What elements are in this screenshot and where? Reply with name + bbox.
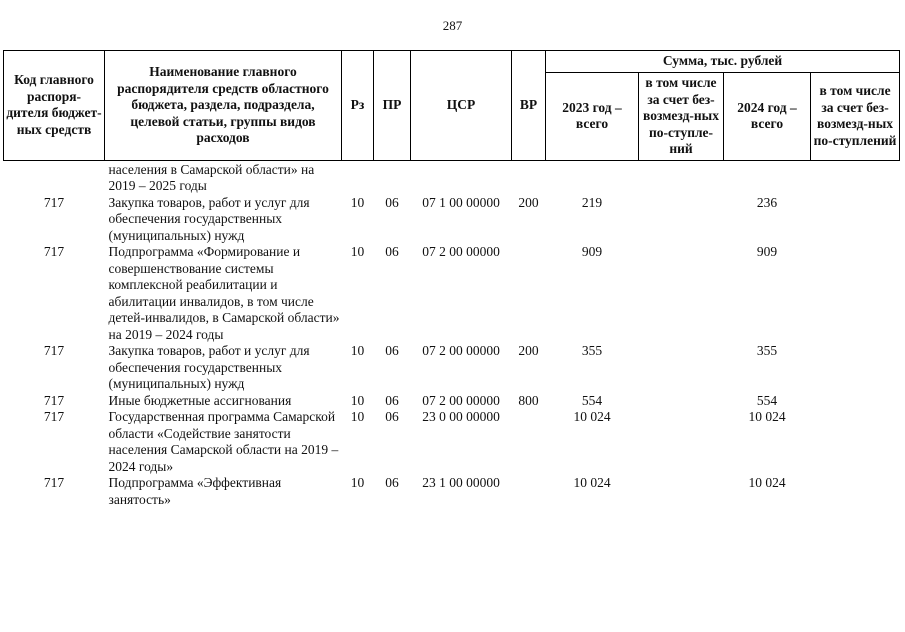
cell-csr: 07 2 00 00000 xyxy=(422,244,500,259)
cell-csr: 23 1 00 00000 xyxy=(422,475,500,490)
cell-rz: 10 xyxy=(350,409,365,424)
header-pr: ПР xyxy=(374,51,411,161)
cell-sum-2024-free xyxy=(811,475,900,508)
cell-name: Государственная программа Самарской области «Содействие занятости населения Самарской области на 2019 – 2024 годы» xyxy=(108,409,339,474)
cell-pr: 06 xyxy=(385,194,399,210)
table-body xyxy=(4,160,900,508)
budget-table xyxy=(3,50,900,508)
cell-name: Иные бюджетные ассигнования xyxy=(108,392,292,408)
cell-sum-2024: 355 xyxy=(756,343,778,358)
cell-pr: 06 xyxy=(385,392,399,408)
cell-sum-2023-free xyxy=(639,160,724,195)
header-name: Наименование главного распорядителя средств областного бюджета, раздела, подраздела, целевой статьи, группы видов расходов xyxy=(105,51,342,161)
header-2023-free: в том числе за счет без-возмезд-ных по-ступле-ний xyxy=(639,73,724,161)
cell-pr: 06 xyxy=(385,244,399,259)
cell-sum-2023: 219 xyxy=(581,194,603,210)
cell-sum-2023: 909 xyxy=(581,244,603,259)
cell-code: 717 xyxy=(43,244,65,259)
header-2024-total: 2024 год – всего xyxy=(724,73,811,161)
cell-sum-2024-free xyxy=(811,195,900,245)
header-2024-free: в том числе за счет без-возмезд-ных по-ступлений xyxy=(811,73,900,161)
cell-sum-2024-free xyxy=(811,160,900,195)
cell-sum-2024-free xyxy=(811,393,900,410)
cell-vr xyxy=(512,475,546,508)
cell-code xyxy=(4,160,105,195)
cell-sum-2023-free xyxy=(639,475,724,508)
cell-sum-2023-free xyxy=(639,195,724,245)
cell-csr: 07 2 00 00000 xyxy=(422,343,500,358)
page-number: 287 xyxy=(442,18,463,33)
table-row xyxy=(4,409,900,475)
cell-sum-2023-free xyxy=(639,409,724,475)
cell-rz xyxy=(342,160,374,195)
table-row xyxy=(4,475,900,508)
cell-sum-2024: 236 xyxy=(756,194,778,210)
cell-code: 717 xyxy=(43,392,65,408)
cell-pr xyxy=(374,160,411,195)
cell-csr xyxy=(411,160,512,195)
table-row xyxy=(4,343,900,393)
cell-vr xyxy=(512,409,546,475)
header-code: Код главного распоря-дителя бюджет-ных средств xyxy=(4,51,105,161)
table-row xyxy=(4,393,900,410)
cell-sum-2023 xyxy=(546,160,639,195)
cell-vr: 200 xyxy=(518,194,539,210)
cell-sum-2024: 909 xyxy=(756,244,778,259)
cell-sum-2024: 10 024 xyxy=(748,409,786,424)
cell-rz: 10 xyxy=(350,392,365,408)
cell-vr: 200 xyxy=(518,343,539,358)
header-csr: ЦСР xyxy=(411,51,512,161)
table-row xyxy=(4,244,900,343)
cell-sum-2024-free xyxy=(811,409,900,475)
table-row xyxy=(4,195,900,245)
cell-sum-2023-free xyxy=(639,343,724,393)
cell-sum-2023: 10 024 xyxy=(573,475,611,490)
cell-rz: 10 xyxy=(350,343,365,358)
cell-sum-2024: 554 xyxy=(756,392,778,408)
cell-code: 717 xyxy=(43,409,65,424)
cell-rz: 10 xyxy=(350,194,365,210)
cell-sum-2023: 10 024 xyxy=(573,409,611,424)
cell-sum-2024-free xyxy=(811,343,900,393)
table-header xyxy=(4,51,900,161)
cell-name: Закупка товаров, работ и услуг для обеспечения государственных (муниципальных) нужд xyxy=(108,343,310,391)
cell-sum-2023: 355 xyxy=(581,343,603,358)
cell-name: населения в Самарской области» на 2019 – 2025 годы xyxy=(108,161,315,193)
header-2023-total: 2023 год – всего xyxy=(546,73,639,161)
cell-code: 717 xyxy=(43,194,65,210)
cell-sum-2024: 10 024 xyxy=(748,475,786,490)
cell-pr: 06 xyxy=(385,409,399,424)
cell-csr: 07 2 00 00000 xyxy=(422,392,500,408)
cell-rz: 10 xyxy=(350,244,365,259)
cell-csr: 07 1 00 00000 xyxy=(422,194,500,210)
cell-pr: 06 xyxy=(385,343,399,358)
cell-csr: 23 0 00 00000 xyxy=(422,409,500,424)
cell-vr xyxy=(512,160,546,195)
cell-sum-2024-free xyxy=(811,244,900,343)
cell-sum-2023: 554 xyxy=(581,392,603,408)
cell-name: Подпрограмма «Эффективная занятость» xyxy=(108,475,282,507)
cell-code: 717 xyxy=(43,475,65,490)
table-row xyxy=(4,160,900,195)
header-sum: Сумма, тыс. рублей xyxy=(546,51,900,73)
cell-sum-2024 xyxy=(724,160,811,195)
cell-sum-2023-free xyxy=(639,244,724,343)
cell-code: 717 xyxy=(43,343,65,358)
cell-vr xyxy=(512,244,546,343)
cell-sum-2023-free xyxy=(639,393,724,410)
cell-name: Подпрограмма «Формирование и совершенствование системы комплексной реабилитации и абилитации инвалидов, в том числе детей-инвалидов, в Самарской области» на 2019 – 2024 годы xyxy=(108,244,340,342)
cell-pr: 06 xyxy=(385,475,399,490)
header-rz: Рз xyxy=(342,51,374,161)
header-vr: ВР xyxy=(512,51,546,161)
cell-name: Закупка товаров, работ и услуг для обеспечения государственных (муниципальных) нужд xyxy=(108,194,310,243)
cell-rz: 10 xyxy=(350,475,365,490)
cell-vr: 800 xyxy=(518,392,539,408)
